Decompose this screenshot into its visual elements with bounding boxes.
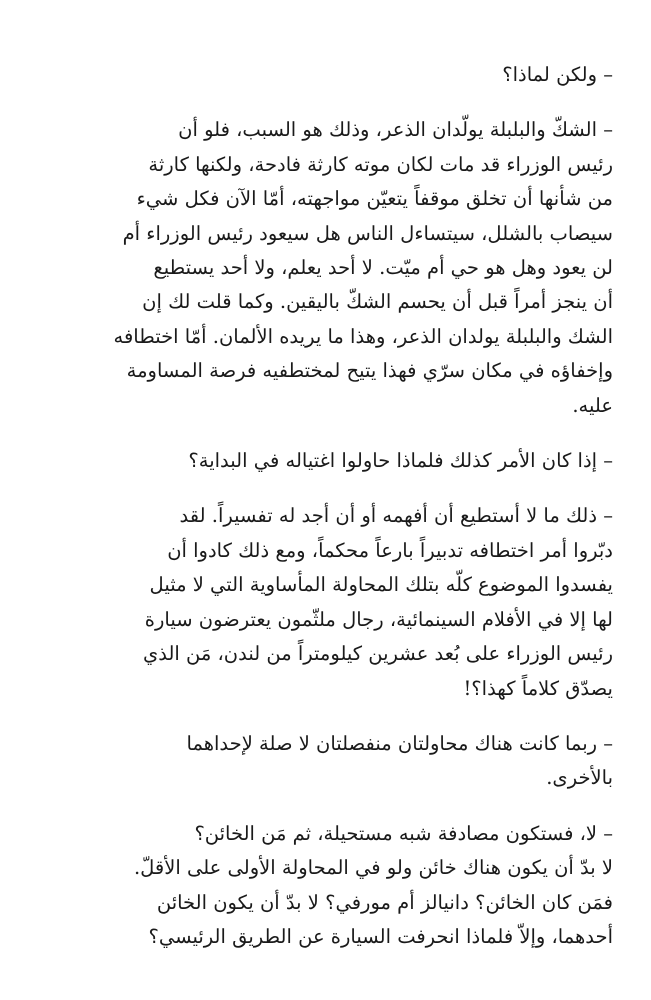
paragraph-5 [34,727,613,796]
text-line: فمَن كان الخائن؟ دانيالز أم مورفي؟ لا بدّ أن يكون الخائن [156,890,613,914]
text-line: رئيس الوزراء قد مات لكان موته كارثة فادحة، ولكنها كارثة [148,152,613,176]
text-line: – ذلك ما لا أستطيع أن أفهمه أو أن أجد له تفسيراً. لقد [179,504,613,528]
text-line: لها إلا في الأفلام السينمائية، رجال ملثّمون يعترضون سيارة [144,607,613,631]
text-line: – الشكّ والبلبلة يولّدان الذعر، وذلك هو السبب، فلو أن [178,118,613,142]
text-line: – لا، فستكون مصادفة شبه مستحيلة، ثم مَن الخائن؟ [194,821,613,845]
text-line: أن ينجز أمراً قبل أن يحسم الشكّ باليقين. وكما قلت لك إن [142,290,613,314]
paragraph-1 [34,58,613,92]
text-line: لا بدّ أن يكون هناك خائن ولو في المحاولة الأولى على الأقلّ. [133,856,613,880]
text-line: يصدّق كلاماً كهذا؟! [463,676,613,700]
text-line: بالأخرى. [546,766,613,790]
text-line: يفسدوا الموضوع كلّه بتلك المحاولة المأساوية التي لا مثيل [149,573,613,597]
text-line: الشك والبلبلة يولدان الذعر، وهذا ما يريده الألمان. أمّا اختطافه [113,324,613,348]
text-line: عليه. [572,393,613,417]
paragraph-3 [34,444,613,478]
paragraph-6 [34,817,613,955]
text-line: أحدهما، وإلاّ فلماذا انحرفت السيارة عن الطريق الرئيسي؟ [148,924,613,948]
text-line: من شأنها أن تخلق موقفاً يتعيّن مواجهته، أمّا الآن فكل شيء [136,187,613,211]
text-line: لن يعود وهل هو حي أم ميّت. لا أحد يعلم، ولا أحد يستطيع [153,256,613,280]
text-line: دبّروا أمر اختطافه تدبيراً بارعاً محكماً، ومع ذلك كادوا أن [167,538,613,562]
text-line: وإخفاؤه في مكان سرّي فهذا يتيح لمختطفيه فرصة المساومة [126,359,613,383]
text-line: – ولكن لماذا؟ [502,63,613,86]
paragraph-2 [34,113,613,423]
text-line: – ربما كانت هناك محاولتان منفصلتان لا صلة لإحداهما [186,731,613,755]
text-line: – إذا كان الأمر كذلك فلماذا حاولوا اغتياله في البداية؟ [188,449,613,473]
text-line: رئيس الوزراء على بُعد عشرين كيلومتراً من لندن، مَن الذي [142,642,613,666]
paragraph-4 [34,499,613,705]
text-line: سيصاب بالشلل، سيتساءل الناس هل سيعود رئيس الوزراء أم [122,221,613,245]
